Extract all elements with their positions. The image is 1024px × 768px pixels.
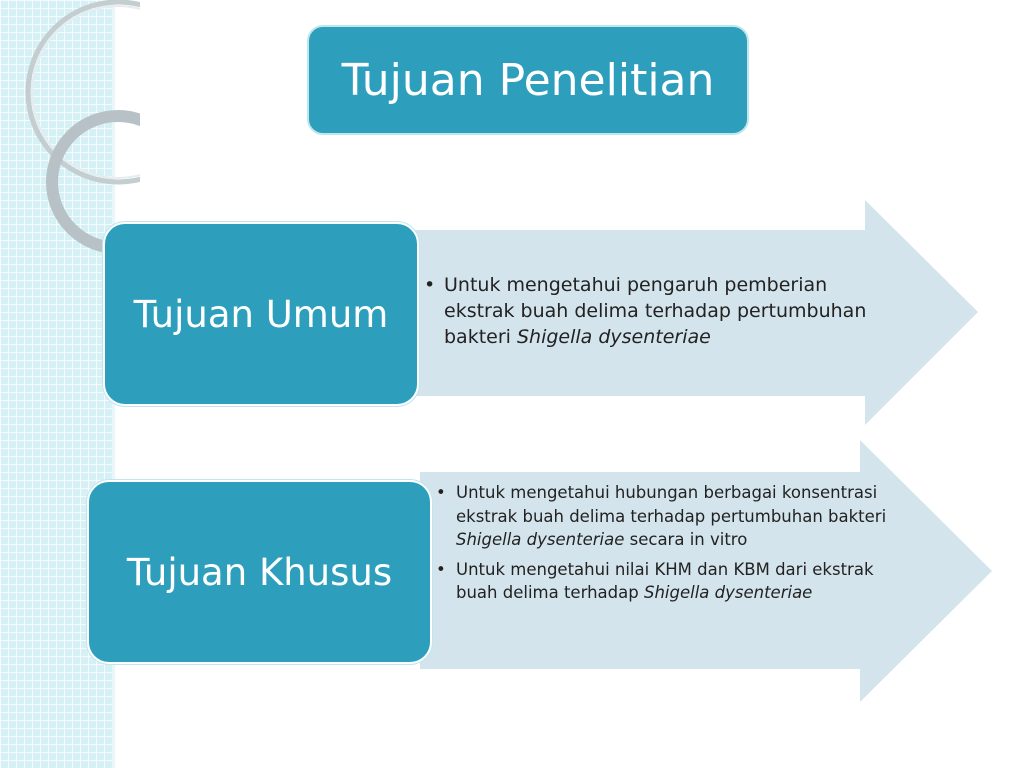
tujuan-khusus-content	[432, 481, 902, 611]
tujuan-umum-list	[420, 272, 900, 350]
bullet-item	[420, 272, 900, 350]
tujuan-umum-content	[420, 272, 900, 350]
bullet-text: Untuk mengetahui nilai KHM dan KBM dari ekstrak buah delima terhadap	[456, 559, 874, 602]
bullet-text: Untuk mengetahui pengaruh pemberian ekstrak buah delima terhadap pertumbuhan bakteri	[444, 274, 867, 348]
ring-large	[28, 2, 140, 182]
bullet-species-name: Shigella dysenteriae	[516, 326, 711, 348]
bullet-item	[432, 558, 902, 605]
slide-title: Tujuan Penelitian	[307, 25, 749, 135]
bullet-species-name: Shigella dysenteriae	[643, 583, 813, 602]
bullet-species-name: Shigella dysenteriae	[456, 530, 625, 549]
tujuan-umum-label: Tujuan Umum	[103, 222, 419, 406]
bullet-item	[432, 481, 902, 552]
tujuan-khusus-list	[432, 481, 902, 605]
bullet-text: Untuk mengetahui hubungan berbagai konsentrasi ekstrak buah delima terhadap pertumbuhan bakteri	[456, 483, 887, 526]
bullet-text-after: secara in vitro	[624, 530, 748, 549]
tujuan-khusus-label: Tujuan Khusus	[87, 480, 432, 664]
decorative-rings	[0, 0, 140, 260]
